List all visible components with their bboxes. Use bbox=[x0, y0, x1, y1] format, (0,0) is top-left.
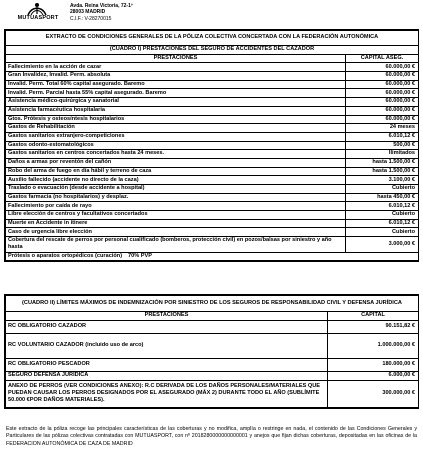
address-cif: C.I.F.: V-28270015 bbox=[70, 15, 112, 22]
rescate-perros-value: 3.000,00 € bbox=[346, 237, 419, 252]
row-value: 60.000,00 € bbox=[346, 106, 419, 115]
table1-col-prestaciones: PRESTACIONES bbox=[6, 54, 346, 63]
disclaimer-text: Este extracto de la póliza recoge las principales características de las coberturas y no modifica, amplía o restringe en nada, el contenido de las Condiciones Generales y Particulares de las pólizas colectivas contratadas con MUTUASPORT, con nº 2018280000000000001 y anejos que fijan dichas coberturas, depositadas en las oficinas de la FEDERACION AUTONÓMICA DE CAZA DE MADRID bbox=[6, 426, 417, 447]
table-row bbox=[6, 380, 419, 407]
table-row bbox=[6, 124, 419, 133]
row-label: Gastos sanitarios en centros concertados hasta 24 meses. bbox=[6, 150, 346, 159]
row-label: Asistencia farmacéutica hospitalaria bbox=[6, 106, 346, 115]
row-label: Fallecimiento en la acción de cazar bbox=[6, 63, 346, 72]
protesis-value: 70% PVP bbox=[128, 252, 152, 259]
address-street: Avda. Reina Victoria, 72-1º bbox=[70, 3, 133, 9]
row-value: 60.000,00 € bbox=[346, 63, 419, 72]
row-value: hasta 1.500,00 € bbox=[346, 167, 419, 176]
document-header bbox=[10, 2, 410, 24]
logo-emblem-icon bbox=[26, 2, 48, 16]
row-label: Robo del arma de fuego en día hábil y terreno de caza bbox=[6, 167, 346, 176]
row-label: Gastos farmacia (no hospitalarios) y desplaz. bbox=[6, 193, 346, 202]
row-label: Gastos sanitarios extranjero-competiciones bbox=[6, 132, 346, 141]
row-value: Ilimitados bbox=[346, 150, 419, 159]
row-label: Gastos de Rehabilitación bbox=[6, 124, 346, 133]
row-value: 180.000,00 € bbox=[328, 358, 419, 371]
row-value: Cubierto bbox=[346, 185, 419, 194]
row-value: 1.000.000,00 € bbox=[328, 333, 419, 358]
table1-subtitle: (CUADRO I) PRESTACIONES DEL SEGURO DE ACCIDENTES DEL CAZADOR bbox=[6, 46, 419, 55]
table-row bbox=[6, 358, 419, 371]
row-label: Libre elección de centros y facultativos concertados bbox=[6, 211, 346, 220]
table-row bbox=[6, 115, 419, 124]
row-label: Fallecimiento por caída de rayo bbox=[6, 202, 346, 211]
rescate-perros-label: Cobertura del rescate de perros por personal cualificado (bomberos, protección civil) en pozos/balsas por siniestro y año hasta bbox=[6, 237, 346, 252]
row-value: 6.000,00 € bbox=[328, 371, 419, 380]
table-row bbox=[6, 72, 419, 81]
row-label: RC VOLUNTARIO CAZADOR (incluido uso de arco) bbox=[6, 333, 328, 358]
table-row bbox=[6, 202, 419, 211]
row-label: RC OBLIGATORIO PESCADOR bbox=[6, 358, 328, 371]
row-value: 3.100,00 € bbox=[346, 176, 419, 185]
mutuasport-logo bbox=[10, 2, 66, 24]
table-row bbox=[6, 333, 419, 358]
row-value: 24 meses bbox=[346, 124, 419, 133]
table-row bbox=[6, 228, 419, 237]
row-value: 90.151,82 € bbox=[328, 320, 419, 333]
row-label: Gran Invalidez, Invalid. Perm. absoluta bbox=[6, 72, 346, 81]
row-label: ANEXO DE PERROS (VER CONDICIONES ANEXO): R.C DERIVADA DE LOS DAÑOS PERSONALES/MATERIALES QUE PUEDAN CAUSAR LOS PERROS DESIGNADOS POR EL ASEGURADO (MÁX 2) DURANTE TODO EL AÑO (SUBLÍMITE 50.000 €POR DAÑOS MATERIALES). bbox=[6, 380, 328, 407]
row-value: Cubierto bbox=[346, 211, 419, 220]
table-row bbox=[6, 219, 419, 228]
row-value: 60.000,00 € bbox=[346, 98, 419, 107]
row-value: 6.010,12 € bbox=[346, 202, 419, 211]
row-label: SEGURO DEFENSA JURÍDICA bbox=[6, 371, 328, 380]
table-row bbox=[6, 89, 419, 98]
row-value: 60.000,00 € bbox=[346, 80, 419, 89]
row-value: hasta 1.500,00 € bbox=[346, 158, 419, 167]
company-address bbox=[70, 3, 133, 22]
row-label: Invalid. Perm. Total 60% capital asegurado. Baremo bbox=[6, 80, 346, 89]
row-label: Caso de urgencia libre elección bbox=[6, 228, 346, 237]
row-label: Gastos odonto-estomatológicos bbox=[6, 141, 346, 150]
table1-col-capital: CAPITAL ASEG. bbox=[346, 54, 419, 63]
row-value: 60.000,00 € bbox=[346, 115, 419, 124]
row-value: Cubierto bbox=[346, 228, 419, 237]
table-row bbox=[6, 371, 419, 380]
table-row bbox=[6, 98, 419, 107]
table1-title: EXTRACTO DE CONDICIONES GENERALES DE LA PÓLIZA COLECTIVA CONCERTADA CON LA FEDERACIÓN AUTONÓMICA bbox=[6, 31, 419, 46]
row-value: 300.000,00 € bbox=[328, 380, 419, 407]
table2-col-capital: CAPITAL bbox=[328, 312, 419, 321]
row-label: Asistencia médico-quirúrgica y sanatorial bbox=[6, 98, 346, 107]
table2-col-prestaciones: PRESTACIONES bbox=[6, 312, 328, 321]
row-value: 500,00 € bbox=[346, 141, 419, 150]
row-label: Muerte en Accidente in itinere bbox=[6, 219, 346, 228]
row-label: Gtos. Prótesis y osteosíntesis hospitalarios bbox=[6, 115, 346, 124]
row-value: 60.000,00 € bbox=[346, 72, 419, 81]
table-row bbox=[6, 211, 419, 220]
row-label: Daños a armas por reventón del cañón bbox=[6, 158, 346, 167]
table-row bbox=[6, 141, 419, 150]
liability-limits-table bbox=[4, 294, 419, 409]
table-row bbox=[6, 132, 419, 141]
table-row bbox=[6, 176, 419, 185]
row-value: 6.010,12 € bbox=[346, 219, 419, 228]
table-row bbox=[6, 158, 419, 167]
row-value: 6.010,12 € bbox=[346, 132, 419, 141]
row-label: Auxilio fallecido (accidente no directo de la caza) bbox=[6, 176, 346, 185]
table-row bbox=[6, 63, 419, 72]
table2-title: (CUADRO II) LÍMITES MÁXIMOS DE INDEMNIZACIÓN POR SINIESTRO DE LOS SEGUROS DE RESPONSABILIDAD CIVIL Y DEFENSA JURÍDICA bbox=[6, 296, 419, 312]
table-row bbox=[6, 320, 419, 333]
row-label: Traslado o evacuación (desde accidente a hospital) bbox=[6, 185, 346, 194]
table-row bbox=[6, 193, 419, 202]
row-label: Invalid. Perm. Parcial hasta 55% capital asegurado. Baremo bbox=[6, 89, 346, 98]
protesis-row bbox=[6, 252, 419, 261]
table-row bbox=[6, 80, 419, 89]
protesis-label: Prótesis o aparatos ortopédicos (curación) bbox=[8, 252, 123, 259]
accident-coverage-table bbox=[4, 29, 419, 262]
row-value: 60.000,00 € bbox=[346, 89, 419, 98]
table-row bbox=[6, 167, 419, 176]
table-row bbox=[6, 150, 419, 159]
row-label: RC OBLIGATORIO CAZADOR bbox=[6, 320, 328, 333]
row-value: hasta 450,00 € bbox=[346, 193, 419, 202]
table-row bbox=[6, 106, 419, 115]
address-city: 28003 MADRID bbox=[70, 9, 106, 16]
logo-text: MUTUASPORT bbox=[17, 15, 59, 21]
table-row bbox=[6, 185, 419, 194]
